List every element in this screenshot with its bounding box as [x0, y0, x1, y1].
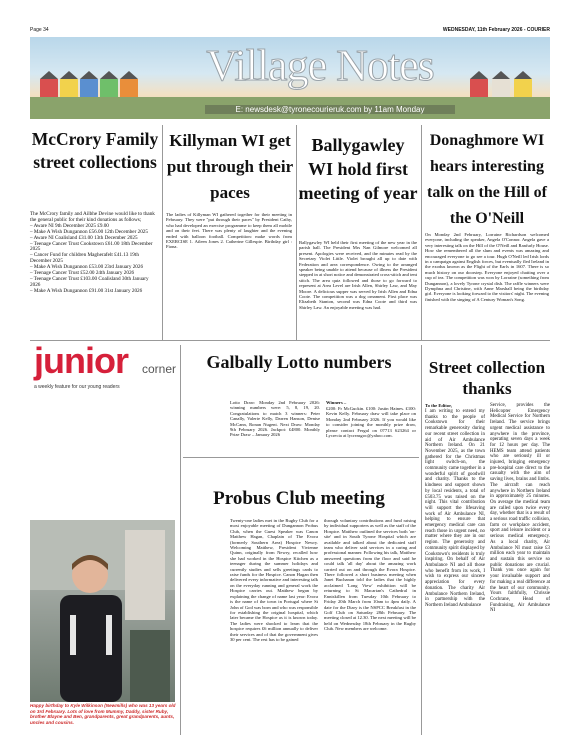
corner-word: corner	[142, 362, 177, 376]
galbally-right-column: £200: Fr McGuckin. £100: Justin Haines. £100: Kevin Kelly. February draw will take place on Monday 2nd February 2026. If you would like to consider joining the monthly prize draw, please contact Fergal on 07713 623264 or Lycrecia at lycreasgoc@yahoo.com.	[326, 406, 416, 439]
street-column-2: Service, provides the Helicopter Emergency Medical Service for Northern Ireland. The service brings urgent medical assistance to anywhere in the province, operating seven days a week for 12 hours per day. The HEMS team attend patients who are seriously ill or injured, bringing emergency pre-hospital care direct to the casualty with the aim of saving lives, brains and limbs. The aircraft can reach anywhere in Northern Ireland in approximately 25 minutes. On average the medical team are called upon twice every day, whether that is a result of a serious road traffic collision, farm or workplace accident, sport and leisure incident or a serious medical emergency. As a local charity, Air Ambulance NI must raise £3 million each year to maintain and sustain this service so public donations are crucial. Thank you once again for your invaluable support and for making a real difference at the heart of our community. Yours faithfully, Chrissie Cochrane, Head of Fundraising, Air Ambulance NI	[490, 403, 550, 614]
mccrory-line: – Teenage Cancer Trust Cookstown £61.00 18th December 2025	[30, 240, 153, 253]
banner-title: Village Notes	[206, 41, 434, 90]
killyman-headline: Killyman WI get put through their paces	[166, 131, 294, 202]
column-divider	[421, 345, 422, 735]
issue-date: WEDNESDAY, 11th February 2026 - COURIER	[442, 27, 550, 33]
probus-column-2: through voluntary contributions and fund raising by individual supporters as well as the staff of the Hospice. Matthew outlined the services both 'on-site' and in South Tyrone Hospital which are available and talked about the dedicated staff team who deliver said services in a caring and professional manner. Following his talk, Matthew answered questions from the floor and said he could talk 'all day' about the amazing work carried out on and through the Evora Hospice. There followed a short business meeting when Janet Buchanan told the ladies that the highly acclaimed 'Long View' exhibition will be returning to St Macartan's Cathedral in Enniskillen from Tuesday 10th February to Friday 20th March from 10am to 4pm daily. A date for the Diary is the NSPCC Breakfast in the Golf Club on Saturday 28th February. The meeting closed at 12.30. The next meeting will be held on Wednesday 18th February in the Rugby Club. New members are welcome.	[324, 518, 416, 632]
street-salutation: To the Editor,	[425, 403, 452, 408]
birthday-photo	[30, 520, 175, 702]
galbally-winners-label: Winners –	[326, 400, 347, 405]
street-collection-headline: Street collection thanks	[428, 358, 546, 398]
galbally-left-column: Lotto Draw: Monday 2nd February 2026: winning numbers were: 5, 8, 19, 20. Congratulations to match 3 winners: Peter Canally, Valerie Kelly, Darren Hanson, Denise McCann, Ronan Nugent. Next Draw: Monday 9th February 2026. Jackpot: £4800. Monthly Prize Draw – January 2026	[230, 400, 320, 438]
column-divider	[180, 345, 181, 735]
mccrory-line: – Teenage Cancer Trust £52.00 24th January 2026	[30, 270, 135, 277]
probus-column-1: Twenty-one ladies met in the Rugby Club for a most enjoyable meeting of Dungannon Probus Club, when the Guest Speaker was Canon Matthew Hagan, Chaplain of The Evora (formerly Southern Area) Hospice Newry. Welcoming Matthew, President Vivienne Quinn, originally from Newry, recalled how she had worked in the Hospice Kitchen as a teenager during the summer holidays and currently studies and sells greetings cards to raise funds for the Hospice. Canon Hagan then delivered every informative and interesting talk on the everyday running and general work the Hospice carries out. Matthew began by explaining the change of name last year: Evora is the name of the town in Portugal where St John of God was born and who was responsible for establishing the original hospital, which later became the Hospice as it is known today. The ladies were shocked to learn that the hospice requires £6 million annually to deliver their services and of that the government gives 30 per cent. The rest has to be gained	[230, 518, 318, 642]
birthday-caption: Happy birthday to Kyle Wilkinson (Newmills) who was 13 years old on 3rd February. Lots of love from Mummy, Daddy, sister Ruby, brother Blayne and Ben, grandparents, great grandparents, aunts, uncles and cousins.	[30, 703, 176, 725]
column-divider	[296, 125, 297, 340]
column-divider	[421, 125, 422, 340]
mccrory-line: – Cancer Fund for children Magherafelt £41.13 19th December 2025	[30, 252, 139, 265]
donaghmore-article-body: On Monday 2nd February, Lorraine Richardson welcomed everyone, including the speaker, Angela O'Connor. Angela gave a very interesting talk on the Hill of the O'Neill and Ranfurly House. How she remembered all the slum and events was amazing and encouraged everyone to go see a tour. Hugh O'Neill led Irish lords in a campaign against English forces, but eventually fled Ireland in the exodus known as the Flight of the Earls in 1607. There is so much history on our doorstep. Everyone enjoyed chatting over a cup of tea. The competition was won by Lorraine (something from Dungannon), a lovely Tyrone crystal dish. The raffle winners were Dymphna and Christine, with Anne Marshall being the birthday girl. Everyone is looking forward to the visitors' night. The evening finished with the singing of A Century Woman's Song.	[425, 232, 549, 302]
mccrory-headline: McCrory Family street collections	[31, 129, 159, 172]
mccrory-article-body	[30, 212, 158, 295]
mccrory-line: The McCrory family and Ailbhe Devine would like to thank the general public for their kind donations as follows;	[30, 211, 155, 223]
street-column-1: I am writing to extend my thanks to the people of Cookstown for their remarkable generosity during our recent street collection in aid of Air Ambulance Northern Ireland. On 21 November 2025, as the town gathered for the Christmas light switch-on, the community came together in a wonderful spirit of goodwill and charity. Thanks to the kindness and support shown by local residents, a total of £503.75 was raised on the night. This vital contribution will support the lifesaving work of Air Ambulance NI, helping to ensure that emergency medical care can reach those in urgent need, no matter where they are in our region. The generosity and community spirit displayed by Cookstown's residents is truly inspiring. On behalf of Air Ambulance NI and all those who benefit from its work, I wish to express our sincere appreciation for every donation. The charity Air Ambulance Northern Ireland, in partnership with the Northern Ireland Ambulance	[425, 409, 485, 608]
killyman-article-body: The ladies of Killyman WI gathered together for their meeting in February. They were "put through their paces" by President Cathy, who had developed an exercise programme to keep them all mobile and on their feet. There was plenty of laughter and the evening ended with balloon football. Competition: make words from EXERCISE 1. Aileen Jones 2. Catherine Gillespie. Birthday girl : Fiona.	[166, 212, 292, 250]
probus-headline: Probus Club meeting	[213, 488, 385, 509]
donaghmore-headline: Donaghmore WI hears interesting talk on the Hill of the O'Neill	[426, 132, 547, 227]
junior-word: junior	[34, 340, 128, 381]
galbally-headline: Galbally Lotto numbers	[206, 352, 392, 372]
mccrory-line: – Teenage Cancer Trust £103.00 Coalisland 30th January 2026	[30, 275, 149, 288]
birthday-photo-illustration	[30, 520, 175, 702]
ballygawley-article-body: Ballygawley WI held their first meeting of the new year in the parish hall. The President Mrs Nan Gilmore welcomed all present. Apologies were received, and the minutes read by the Secretary Violet Little. Violet brought all up to date with Federation and area correspondence. Owing to the arranged speaker being unable to attend because of illness the President stepped in at short notice and demonstrated cross-stitch and tent stitch. The area quiz followed and those to go forward to represent at Area Level are Irish Allen, Shirley Law, and May Moore. A delicious supper was served by Irish Allen and Edna Coote. The competition was a dog ornament. First place was Elizabeth Stanton, second was Edna Coote and third was Shirley Law. An enjoyable meeting was had.	[299, 240, 417, 310]
page-number: Page 34	[30, 27, 49, 33]
page-header	[30, 26, 550, 36]
mccrory-line: – Make A Wish Dungannon £91.00 31st January 2026	[30, 287, 143, 294]
village-notes-banner	[30, 37, 550, 119]
mccrory-line: – Aware NI Coalisland £31.00 13th December 2025	[30, 234, 138, 241]
banner-email: E: newsdesk@tyronecourieruk.com by 11am Monday	[205, 105, 455, 114]
column-divider	[162, 125, 163, 340]
horizontal-divider	[183, 457, 419, 458]
junior-tagline: a weekly feature for our young readers	[34, 384, 120, 390]
mccrory-line: – Aware NI 9th December 2025 £9.00	[30, 222, 109, 229]
mccrory-line: – Make A Wish Dungannon £56.00 12th December 2025	[30, 228, 148, 235]
ballygawley-headline: Ballygawley WI hold first meeting of year	[298, 135, 418, 203]
mccrory-line: – Make A Wish Dungannon £53.00 23rd January 2026	[30, 264, 144, 271]
